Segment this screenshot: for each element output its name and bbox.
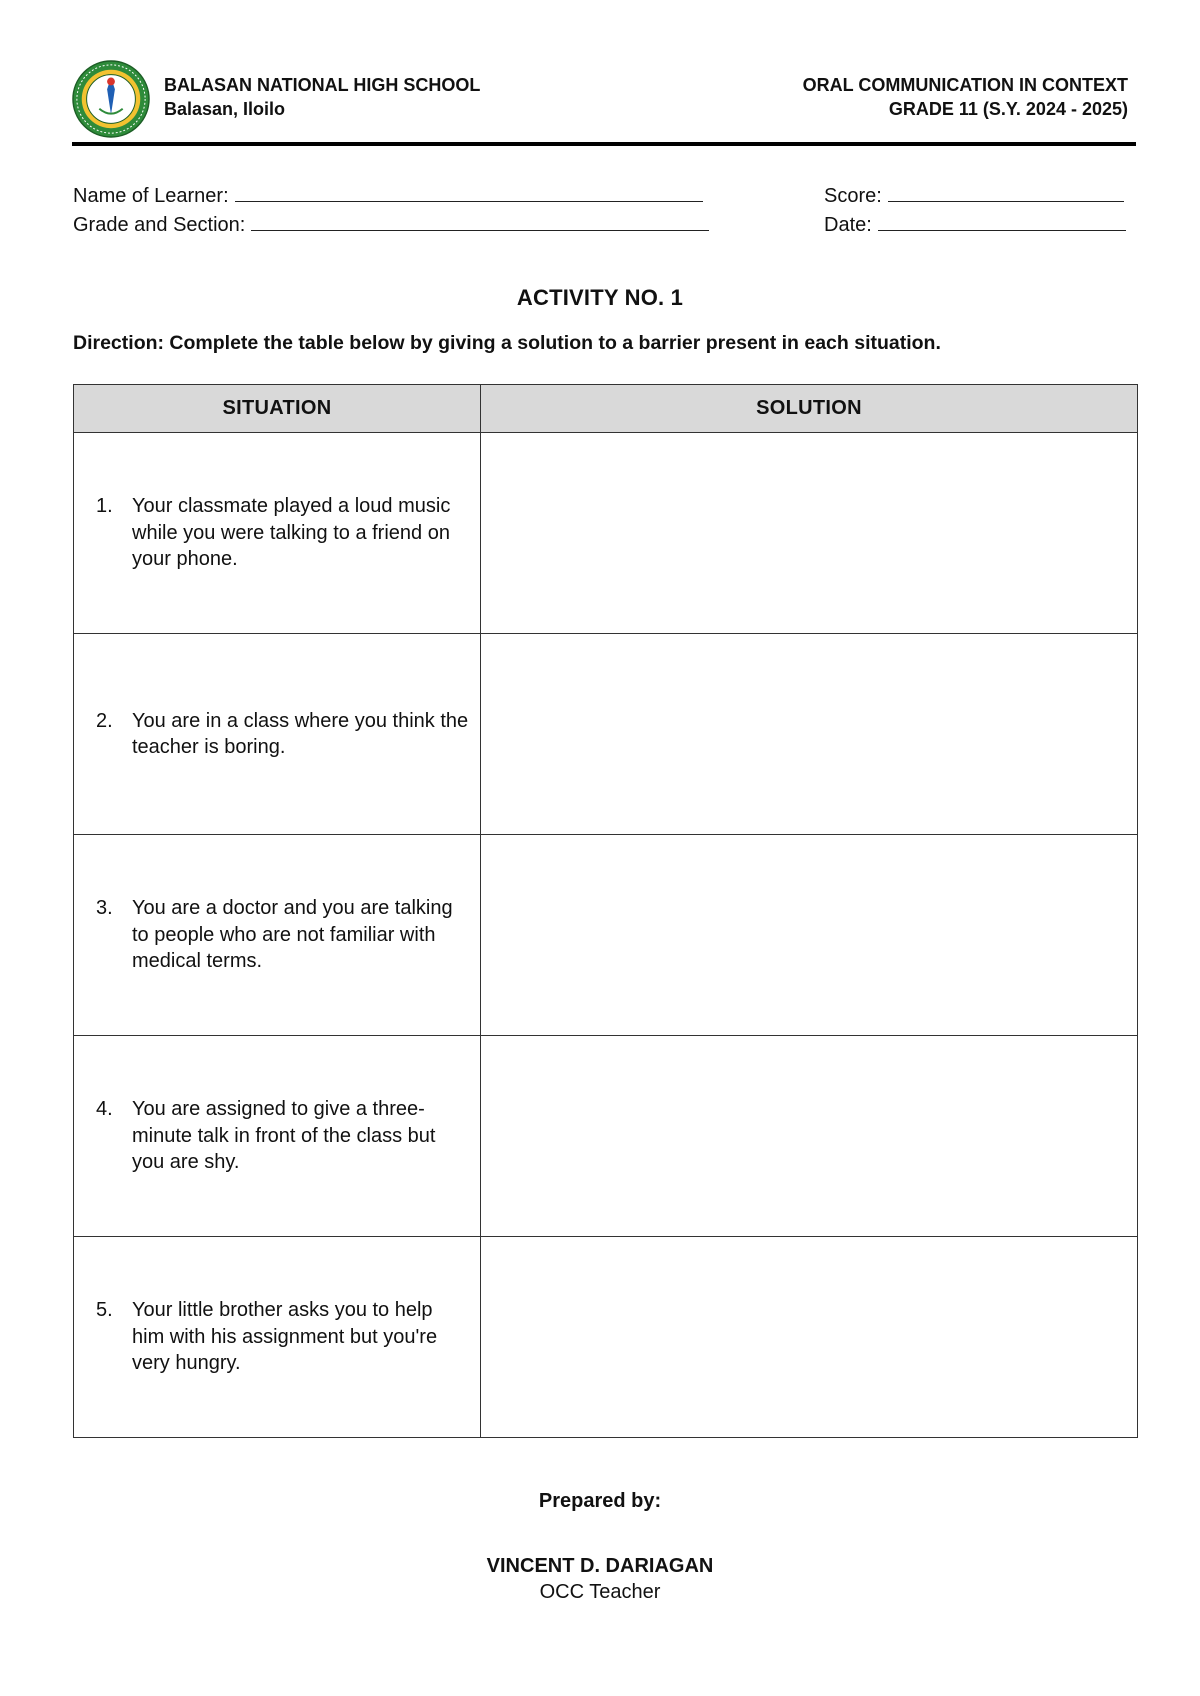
situation-text: You are in a class where you think the teacher is boring.: [132, 709, 469, 758]
teacher-name: VINCENT D. DARIAGAN: [486, 1555, 714, 1577]
prepared-by-label: Prepared by:: [538, 1490, 662, 1512]
activity-title: ACTIVITY NO. 1: [516, 285, 684, 310]
score-label: Score:: [824, 185, 882, 207]
name-of-learner-label: Name of Learner:: [73, 185, 229, 207]
teacher-role: OCC Teacher: [539, 1581, 661, 1603]
school-location: Balasan, Iloilo: [164, 99, 286, 119]
solution-cell[interactable]: [481, 1237, 1138, 1438]
date-row: [824, 211, 1126, 240]
grade-section-label: Grade and Section:: [73, 214, 246, 236]
situation-cell: [74, 1036, 481, 1237]
subject-title: ORAL COMMUNICATION IN CONTEXT: [802, 75, 1128, 95]
school-block: [164, 73, 480, 121]
table-row: [74, 835, 1138, 1036]
score-row: [824, 182, 1126, 211]
score-blank[interactable]: [888, 183, 1124, 202]
document-header: [72, 60, 1136, 140]
situation-number: 5.: [96, 1299, 113, 1322]
school-seal-icon: [72, 60, 150, 138]
situation-cell: [74, 433, 481, 634]
table-header-row: [74, 385, 1138, 433]
grade-year: GRADE 11 (S.Y. 2024 - 2025): [888, 99, 1128, 119]
header-divider: [72, 142, 1136, 146]
learner-info-left: [73, 182, 709, 240]
name-of-learner-row: [73, 182, 709, 211]
table-row: [74, 433, 1138, 634]
situation-cell: [74, 835, 481, 1036]
learner-info-right: [824, 182, 1126, 240]
solution-cell[interactable]: [481, 1036, 1138, 1237]
situation-number: 1.: [96, 495, 113, 518]
situation-text: Your classmate played a loud music while you were talking to a friend on your phone.: [132, 495, 451, 571]
situation-cell: [74, 634, 481, 835]
subject-block: [803, 73, 1128, 121]
direction-text: Direction: Complete the table below by giving a solution to a barrier present in each situation.: [73, 332, 941, 354]
solution-cell[interactable]: [481, 634, 1138, 835]
grade-section-blank[interactable]: [251, 212, 709, 231]
solution-cell[interactable]: [481, 433, 1138, 634]
date-label: Date:: [824, 214, 872, 236]
situation-number: 3.: [96, 897, 113, 920]
situation-text: You are a doctor and you are talking to people who are not familiar with medical terms.: [132, 897, 453, 973]
situation-cell: [74, 1237, 481, 1438]
table-row: [74, 634, 1138, 835]
grade-section-row: [73, 211, 709, 240]
situation-solution-table: [73, 384, 1138, 1438]
situation-number: 4.: [96, 1098, 113, 1121]
situation-text: Your little brother asks you to help him with his assignment but you're very hungry.: [132, 1299, 438, 1375]
school-name: BALASAN NATIONAL HIGH SCHOOL: [164, 75, 481, 95]
table-row: [74, 1237, 1138, 1438]
situation-text: You are assigned to give a three-minute talk in front of the class but you are shy.: [132, 1098, 436, 1174]
solution-header: SOLUTION: [481, 385, 1138, 433]
situation-header: SITUATION: [74, 385, 481, 433]
solution-cell[interactable]: [481, 835, 1138, 1036]
table-row: [74, 1036, 1138, 1237]
date-blank[interactable]: [878, 212, 1126, 231]
situation-number: 2.: [96, 709, 113, 732]
name-of-learner-blank[interactable]: [235, 183, 703, 202]
